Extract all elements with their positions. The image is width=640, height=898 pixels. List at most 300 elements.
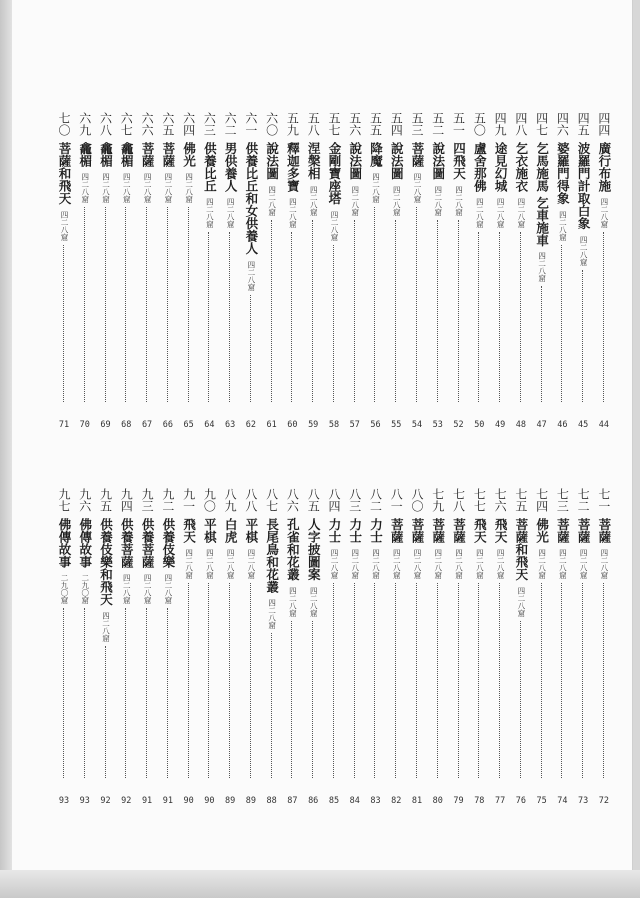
toc-entry — [137, 112, 157, 430]
entry-title: 供養伎樂和飛天 — [98, 518, 114, 606]
dot-leader — [374, 207, 375, 402]
entry-page-number: 85 — [328, 796, 340, 806]
entry-title: 佛光 — [534, 518, 550, 543]
entry-title: 菩薩 — [576, 518, 592, 543]
entry-title: 力士 — [368, 518, 384, 543]
dot-leader — [520, 232, 521, 402]
toc-entry — [469, 488, 489, 806]
entry-title: 降魔 — [368, 142, 384, 167]
entry-page-number: 79 — [453, 796, 464, 806]
entry-page-number: 73 — [578, 796, 589, 806]
entry-number: 五〇 — [472, 112, 487, 136]
entry-cave-reference: 四二八窟 — [205, 198, 215, 228]
toc-entry — [490, 112, 510, 430]
entry-cave-reference: 四二八窟 — [475, 198, 485, 228]
entry-page-number: 53 — [432, 420, 443, 430]
entry-number: 九〇 — [202, 488, 217, 512]
dot-leader — [146, 608, 147, 778]
entry-page-number: 48 — [515, 420, 526, 430]
entry-page-number: 82 — [391, 796, 402, 806]
toc-entry — [96, 488, 116, 806]
entry-page-number: 46 — [557, 420, 568, 430]
entry-number: 五七 — [326, 112, 341, 136]
entry-number: 八二 — [368, 488, 383, 512]
entry-page-number: 91 — [141, 796, 153, 806]
entry-number: 九一 — [181, 488, 196, 512]
entry-page-number: 66 — [162, 420, 173, 430]
toc-entry — [449, 488, 469, 806]
toc-entry — [179, 112, 199, 430]
dot-leader — [541, 583, 542, 778]
dot-leader — [561, 245, 562, 402]
entry-page-number: 47 — [536, 420, 547, 430]
entry-title: 供養伎樂 — [160, 518, 176, 568]
entry-number: 九七 — [57, 488, 71, 512]
entry-number: 八三 — [347, 488, 362, 512]
dot-leader — [208, 583, 209, 778]
entry-title: 人字披圖案 — [306, 518, 322, 581]
toc-entry — [75, 488, 95, 806]
entry-page-number: 90 — [204, 796, 215, 806]
entry-number: 八九 — [223, 488, 238, 512]
entry-title: 盧舍那佛 — [472, 142, 488, 192]
entry-number: 九四 — [119, 488, 134, 512]
toc-entry — [449, 112, 469, 430]
entry-cave-reference: 四二八窟 — [558, 211, 568, 241]
entry-title: 孔雀和花叢 — [285, 518, 301, 581]
dot-leader — [395, 583, 396, 778]
dot-leader — [146, 207, 147, 402]
entry-number: 六九 — [77, 112, 92, 136]
entry-cave-reference: 四二八窟 — [60, 211, 69, 241]
entry-number: 五九 — [285, 112, 300, 136]
dot-leader — [458, 583, 459, 778]
entry-page-number: 55 — [391, 420, 402, 430]
entry-cave-reference: 四二八窟 — [558, 549, 568, 579]
dot-leader — [499, 232, 500, 402]
dot-leader — [416, 207, 417, 402]
entry-page-number: 58 — [328, 420, 340, 430]
entry-cave-reference: 四二八窟 — [143, 173, 153, 203]
entry-title: 白虎 — [223, 518, 239, 543]
entry-number: 五二 — [430, 112, 445, 136]
entry-cave-reference: 四二八窟 — [288, 587, 298, 617]
entry-number: 四九 — [493, 112, 508, 136]
entry-cave-reference: 四二八窟 — [371, 173, 381, 203]
entry-cave-reference: 四二八窟 — [599, 198, 609, 228]
entry-page-number: 59 — [308, 420, 319, 430]
dot-leader — [458, 220, 459, 402]
toc-entry — [75, 112, 95, 430]
dot-leader — [125, 608, 126, 778]
dot-leader — [478, 583, 479, 778]
entry-cave-reference: 四二八窟 — [288, 198, 298, 228]
entry-page-number: 87 — [287, 796, 298, 806]
entry-title: 菩薩 — [389, 518, 405, 543]
dot-leader — [437, 583, 438, 778]
dot-leader — [354, 583, 355, 778]
entry-title: 供養比丘和女供養人 — [243, 142, 259, 255]
entry-page-number: 80 — [432, 796, 443, 806]
entry-cave-reference: 四二八窟 — [80, 173, 90, 203]
entry-page-number: 84 — [349, 796, 360, 806]
toc-entry — [54, 112, 74, 430]
entry-title: 飛天 — [493, 518, 509, 543]
entry-page-number: 71 — [58, 420, 70, 430]
toc-entry — [573, 488, 593, 806]
dot-leader — [229, 583, 230, 778]
toc-entry — [511, 488, 531, 806]
toc-entry — [594, 112, 614, 430]
toc-entry — [552, 112, 572, 430]
toc-entry — [490, 488, 510, 806]
entry-cave-reference: 二九〇窟 — [60, 574, 69, 604]
entry-page-number: 93 — [79, 796, 90, 806]
entry-title: 供養菩薩 — [140, 518, 156, 568]
entry-number: 八五 — [306, 488, 321, 512]
entry-title: 飛天 — [181, 518, 197, 543]
dot-leader — [354, 220, 355, 402]
toc-entry — [365, 112, 385, 430]
dot-leader — [333, 583, 334, 778]
entry-page-number: 89 — [245, 796, 257, 806]
dot-leader — [582, 270, 583, 402]
entry-number: 七五 — [513, 488, 528, 512]
entry-page-number: 72 — [598, 796, 610, 806]
entry-number: 六一 — [243, 112, 258, 136]
entry-cave-reference: 四二八窟 — [267, 186, 277, 216]
entry-title: 說法圖 — [430, 142, 446, 180]
entry-title: 乞衣施衣 — [513, 142, 529, 192]
toc-entry — [386, 112, 406, 430]
entry-cave-reference: 四二八窟 — [226, 549, 236, 579]
entry-number: 七二 — [576, 488, 591, 512]
entry-cave-reference: 四二八窟 — [454, 549, 464, 579]
entry-cave-reference: 四二八窟 — [496, 549, 506, 579]
entry-title: 供養比丘 — [202, 142, 218, 192]
entry-title: 菩薩 — [140, 142, 156, 167]
entry-title: 菩薩 — [451, 518, 467, 543]
dot-leader — [167, 207, 168, 402]
toc-entry — [345, 112, 365, 430]
entry-number: 八四 — [326, 488, 341, 512]
toc-entry — [407, 112, 427, 430]
dot-leader — [250, 295, 251, 402]
dot-leader — [208, 232, 209, 402]
entry-cave-reference: 四二八窟 — [433, 186, 443, 216]
entry-cave-reference: 四二八窟 — [329, 549, 339, 579]
dot-leader — [561, 583, 562, 778]
entry-page-number: 92 — [121, 796, 132, 806]
dot-leader — [229, 232, 230, 402]
entry-title: 菩薩 — [160, 142, 176, 167]
entry-number: 四四 — [596, 112, 611, 136]
dot-leader — [541, 286, 542, 402]
toc-entry — [407, 488, 427, 806]
toc-top-section — [54, 112, 614, 430]
entry-title: 婆羅門得象 — [555, 142, 571, 205]
dot-leader — [125, 207, 126, 402]
entry-number: 七六 — [493, 488, 508, 512]
entry-cave-reference: 四二八窟 — [184, 173, 194, 203]
entry-page-number: 65 — [183, 420, 194, 430]
entry-title: 平棋 — [202, 518, 218, 543]
entry-title: 佛傳故事 — [57, 518, 72, 568]
entry-title: 菩薩 — [430, 518, 446, 543]
entry-number: 八〇 — [410, 488, 425, 512]
dot-leader — [291, 232, 292, 402]
entry-title: 力士 — [326, 518, 342, 543]
entry-cave-reference: 四二八窟 — [309, 186, 319, 216]
entry-cave-reference: 四二八窟 — [184, 549, 194, 579]
dot-leader — [312, 621, 313, 778]
entry-title: 力士 — [347, 518, 363, 543]
toc-entry — [241, 112, 261, 430]
toc-entry — [428, 112, 448, 430]
entry-page-number: 83 — [370, 796, 381, 806]
entry-cave-reference: 四二八窟 — [246, 549, 256, 579]
entry-cave-reference: 四二八窟 — [350, 186, 360, 216]
toc-entry — [179, 488, 199, 806]
entry-page-number: 89 — [225, 796, 236, 806]
entry-title: 說法圖 — [264, 142, 280, 180]
entry-number: 六〇 — [264, 112, 279, 136]
entry-number: 五六 — [347, 112, 362, 136]
entry-page-number: 81 — [411, 796, 423, 806]
entry-page-number: 92 — [100, 796, 111, 806]
entry-title: 菩薩 — [410, 142, 426, 167]
entry-number: 七八 — [451, 488, 466, 512]
toc-entry — [303, 112, 323, 430]
entry-cave-reference: 四二八窟 — [226, 198, 236, 228]
toc-entry — [116, 488, 136, 806]
entry-title: 佛傳故事 — [77, 518, 93, 568]
entry-cave-reference: 四二八窟 — [371, 549, 381, 579]
toc-bottom-section — [54, 488, 614, 806]
toc-entry — [220, 112, 240, 430]
dot-leader — [63, 608, 64, 778]
dot-leader — [84, 207, 85, 402]
entry-cave-reference: 四二八窟 — [101, 173, 111, 203]
entry-title: 菩薩和飛天 — [513, 518, 529, 581]
dot-leader — [312, 220, 313, 402]
toc-entry — [386, 488, 406, 806]
entry-page-number: 88 — [266, 796, 277, 806]
entry-number: 八六 — [285, 488, 300, 512]
entry-title: 說法圖 — [389, 142, 405, 180]
dot-leader — [271, 220, 272, 402]
toc-entry — [345, 488, 365, 806]
entry-title: 釋迦多寶 — [285, 142, 301, 192]
entry-page-number: 62 — [245, 420, 257, 430]
entry-page-number: 57 — [349, 420, 360, 430]
entry-cave-reference: 四二八窟 — [329, 211, 339, 241]
entry-number: 八一 — [389, 488, 404, 512]
toc-entry — [428, 488, 448, 806]
entry-title: 菩薩 — [410, 518, 426, 543]
entry-title: 男供養人 — [223, 142, 239, 192]
entry-page-number: 86 — [308, 796, 319, 806]
entry-page-number: 61 — [266, 420, 277, 430]
entry-title: 涅槃相 — [306, 142, 322, 180]
entry-number: 六五 — [160, 112, 175, 136]
entry-number: 八八 — [243, 488, 258, 512]
dot-leader — [291, 621, 292, 778]
entry-number: 六六 — [140, 112, 155, 136]
entry-page-number: 44 — [598, 420, 610, 430]
entry-cave-reference: 四二八窟 — [454, 186, 464, 216]
entry-cave-reference: 四二八窟 — [350, 549, 360, 579]
toc-entry — [158, 112, 178, 430]
entry-number: 五八 — [306, 112, 321, 136]
entry-cave-reference: 四二八窟 — [433, 549, 443, 579]
dot-leader — [271, 633, 272, 778]
entry-title: 龕楣 — [77, 142, 93, 167]
toc-entry — [137, 488, 157, 806]
dot-leader — [188, 583, 189, 778]
dot-leader — [499, 583, 500, 778]
entry-cave-reference: 四二八窟 — [309, 587, 319, 617]
entry-cave-reference: 四二八窟 — [537, 549, 547, 579]
entry-title: 說法圖 — [347, 142, 363, 180]
entry-number: 七三 — [555, 488, 570, 512]
entry-page-number: 60 — [287, 420, 298, 430]
entry-number: 七七 — [472, 488, 487, 512]
toc-entry — [241, 488, 261, 806]
entry-cave-reference: 四二八窟 — [163, 574, 173, 604]
dot-leader — [250, 583, 251, 778]
entry-cave-reference: 四二八窟 — [413, 173, 423, 203]
entry-number: 七〇 — [57, 112, 71, 136]
entry-title: 菩薩 — [555, 518, 571, 543]
toc-entry — [199, 488, 219, 806]
entry-number: 八七 — [264, 488, 279, 512]
entry-cave-reference: 四二八窟 — [122, 574, 132, 604]
entry-cave-reference: 四二八窟 — [516, 587, 526, 617]
entry-cave-reference: 四二八窟 — [392, 186, 402, 216]
entry-cave-reference: 四二八窟 — [579, 236, 589, 266]
entry-title: 菩薩 — [596, 518, 612, 543]
entry-title: 龕楣 — [98, 142, 114, 167]
entry-number: 五一 — [451, 112, 466, 136]
entry-cave-reference: 四二八窟 — [579, 549, 589, 579]
dot-leader — [63, 245, 64, 402]
toc-entry — [262, 112, 282, 430]
toc-entry — [199, 112, 219, 430]
entry-title: 平棋 — [243, 518, 259, 543]
entry-number: 六七 — [119, 112, 134, 136]
entry-cave-reference: 四二八窟 — [101, 612, 111, 642]
entry-cave-reference: 四二八窟 — [392, 549, 402, 579]
toc-entry — [116, 112, 136, 430]
entry-title: 菩薩和飛天 — [57, 142, 72, 205]
toc-entry — [158, 488, 178, 806]
entry-number: 七九 — [430, 488, 445, 512]
dot-leader — [416, 583, 417, 778]
entry-title: 長尾鳥和花叢 — [264, 518, 280, 593]
entry-number: 九三 — [140, 488, 155, 512]
entry-number: 四七 — [534, 112, 549, 136]
toc-entry — [469, 112, 489, 430]
entry-cave-reference: 四二八窟 — [496, 198, 506, 228]
document-page — [12, 0, 633, 880]
dot-leader — [105, 207, 106, 402]
entry-page-number: 67 — [141, 420, 153, 430]
entry-page-number: 52 — [453, 420, 464, 430]
entry-cave-reference: 四二八窟 — [413, 549, 423, 579]
entry-page-number: 64 — [204, 420, 215, 430]
entry-page-number: 50 — [474, 420, 485, 430]
entry-page-number: 56 — [370, 420, 381, 430]
entry-cave-reference: 四二八窟 — [163, 173, 173, 203]
toc-entry — [532, 112, 552, 430]
entry-cave-reference: 二九〇窟 — [80, 574, 90, 604]
dot-leader — [603, 232, 604, 402]
entry-title: 波羅門計取白象 — [576, 142, 592, 230]
toc-entry — [282, 488, 302, 806]
entry-cave-reference: 四二八窟 — [475, 549, 485, 579]
toc-entry — [324, 112, 344, 430]
entry-title: 佛光 — [181, 142, 197, 167]
entry-page-number: 76 — [515, 796, 526, 806]
entry-page-number: 74 — [557, 796, 568, 806]
entry-cave-reference: 四二八窟 — [205, 549, 215, 579]
entry-number: 七四 — [534, 488, 549, 512]
dot-leader — [188, 207, 189, 402]
entry-number: 六八 — [98, 112, 113, 136]
entry-page-number: 45 — [578, 420, 589, 430]
entry-number: 六三 — [202, 112, 217, 136]
entry-number: 六四 — [181, 112, 196, 136]
entry-title: 途見幻城 — [493, 142, 509, 192]
dot-leader — [478, 232, 479, 402]
toc-entry — [532, 488, 552, 806]
dot-leader — [603, 583, 604, 778]
entry-page-number: 54 — [411, 420, 423, 430]
dot-leader — [437, 220, 438, 402]
entry-title: 飛天 — [472, 518, 488, 543]
dot-leader — [105, 646, 106, 778]
entry-number: 六二 — [223, 112, 238, 136]
entry-cave-reference: 四二八窟 — [516, 198, 526, 228]
entry-page-number: 93 — [58, 796, 70, 806]
entry-cave-reference: 四二八窟 — [599, 549, 609, 579]
toc-entry — [324, 488, 344, 806]
entry-number: 四六 — [555, 112, 570, 136]
dot-leader — [395, 220, 396, 402]
entry-number: 五五 — [368, 112, 383, 136]
entry-number: 九二 — [160, 488, 175, 512]
scan-left-edge — [0, 0, 12, 898]
toc-entry — [552, 488, 572, 806]
entry-page-number: 68 — [121, 420, 132, 430]
toc-entry — [511, 112, 531, 430]
toc-entry — [54, 488, 74, 806]
entry-page-number: 90 — [183, 796, 194, 806]
entry-title: 乞馬施馬 乞車施車 — [534, 142, 550, 247]
entry-page-number: 77 — [494, 796, 506, 806]
toc-entry — [573, 112, 593, 430]
scan-bottom-edge — [0, 870, 640, 898]
entry-number: 五四 — [389, 112, 404, 136]
dot-leader — [374, 583, 375, 778]
entry-number: 五三 — [410, 112, 425, 136]
entry-title: 龕楣 — [119, 142, 135, 167]
entry-number: 四五 — [576, 112, 591, 136]
toc-entry — [262, 488, 282, 806]
entry-cave-reference: 四二八窟 — [143, 574, 153, 604]
entry-number: 九六 — [77, 488, 92, 512]
